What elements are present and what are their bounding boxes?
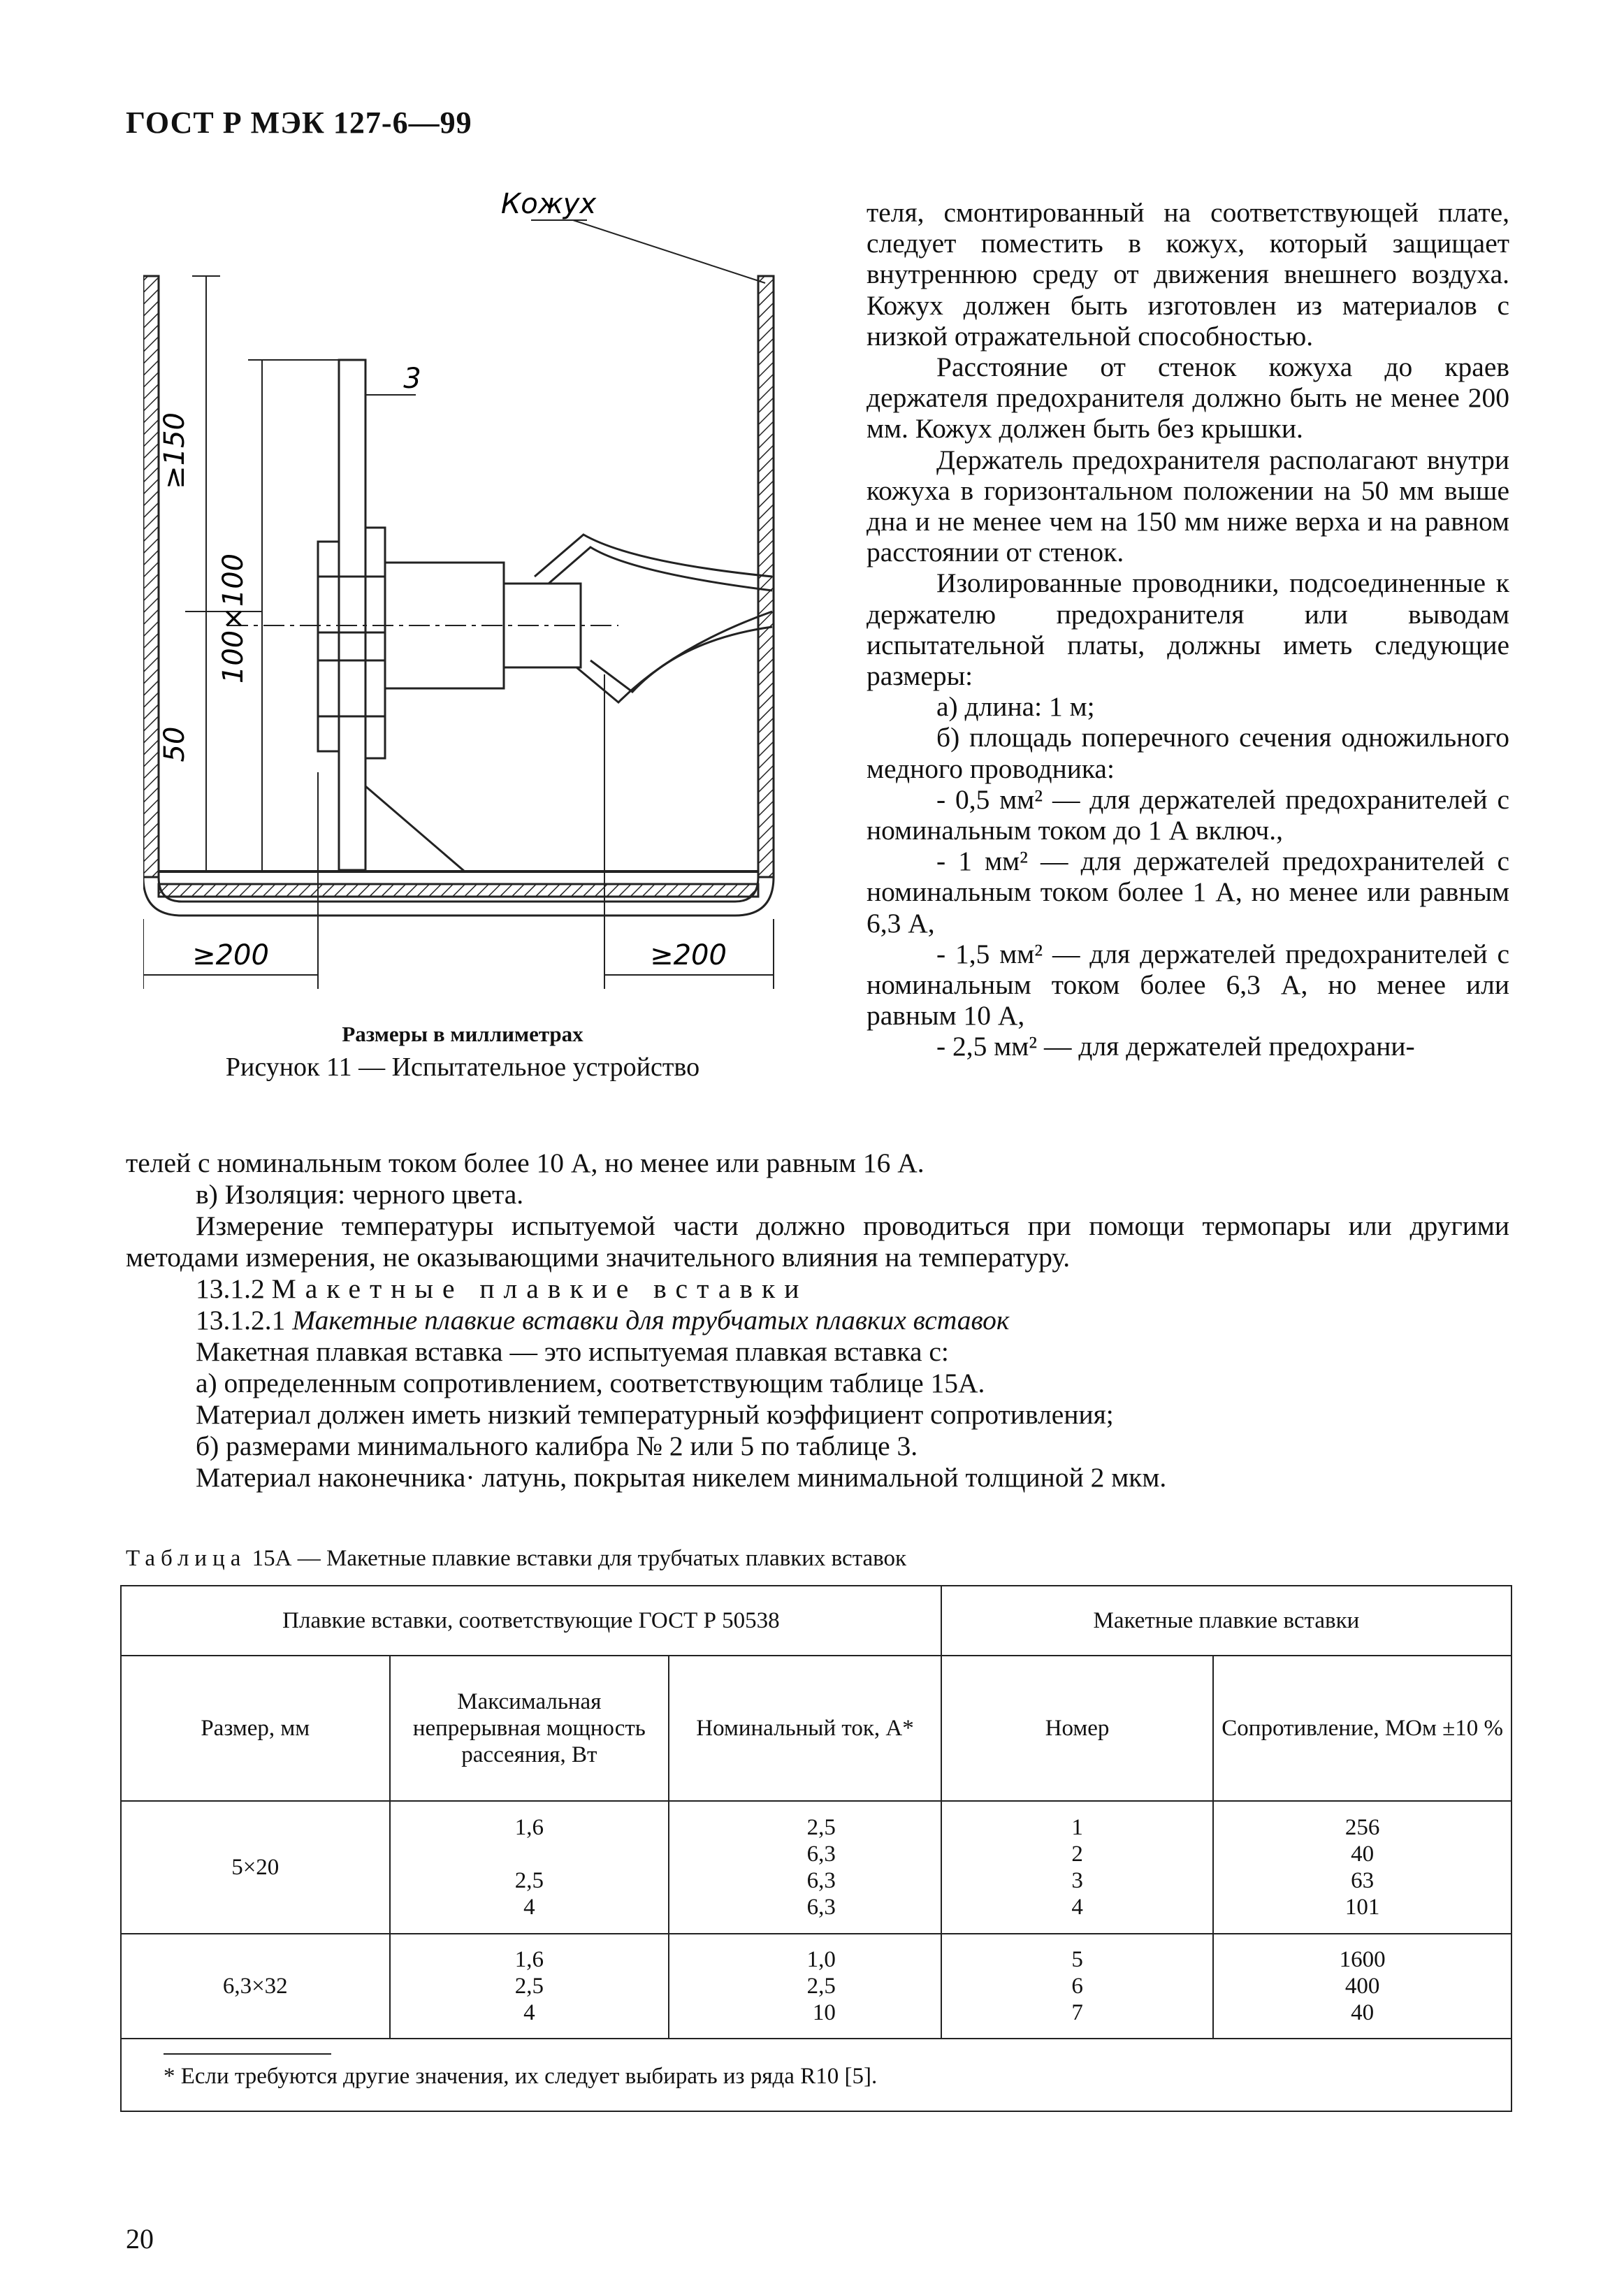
casing-left-wall <box>143 276 159 877</box>
table-group-header: Плавкие вставки, соответствующие ГОСТ Р 50538 <box>121 1586 941 1656</box>
col-paragraph: Изолированные проводники, подсоединенные к держателю предохранителя или выводам испытательной платы, должны иметь следующие размеры: <box>867 567 1509 692</box>
table-header: Сопротивление, МОм ±10 % <box>1213 1656 1511 1801</box>
table-footnote-text: * Если требуются другие значения, их следует выбирать из ряда R10 [5]. <box>164 2064 878 2089</box>
body-paragraph: б) размерами минимального калибра № 2 или 5 по таблице 3. <box>196 1431 918 1461</box>
subsection-title: Макетные плавкие вставки для трубчатых плавких вставок <box>292 1305 1010 1336</box>
table-caption <box>126 1546 906 1572</box>
test-device-figure <box>143 185 807 989</box>
table-cell: 1,6 2,5 4 <box>390 1934 669 2039</box>
section-number: 13.1.2 <box>196 1273 265 1304</box>
col-paragraph: - 2,5 мм² — для держателей предохрани- <box>936 1031 1415 1062</box>
table-caption-text: 15А — Макетные плавкие вставки для трубчатых плавких вставок <box>252 1546 907 1571</box>
mounting-plate <box>339 360 365 870</box>
col-paragraph: - 1 мм² — для держателей предохранителей с номинальным током более 1 А, но менее или равным 6,3 А, <box>867 846 1509 939</box>
body-paragraph: Измерение температуры испытуемой части должно проводиться при помощи термопары или другими методами измерения, не оказывающими значительного влияния на температуру. <box>126 1210 1509 1273</box>
table-cell: 5×20 <box>121 1801 390 1934</box>
col-paragraph: - 1,5 мм² — для держателей предохранителей с номинальным током более 6,3 А, но менее или равным 10 А, <box>867 938 1509 1032</box>
body-paragraph: телей с номинальным током более 10 А, но менее или равным 16 А. <box>126 1148 925 1178</box>
table-cell: 2,5 6,3 6,3 6,3 <box>669 1801 941 1934</box>
dim-3: 3 <box>403 363 421 395</box>
subsection-number: 13.1.2.1 <box>196 1305 286 1336</box>
section-title: Макетные плавкие вставки <box>271 1273 809 1304</box>
table-cell: 1 2 3 4 <box>941 1801 1213 1934</box>
table-cell: 1,6 2,5 4 <box>390 1801 669 1934</box>
table-group-header: Макетные плавкие вставки <box>941 1586 1511 1656</box>
body-paragraph: Материал наконечника· латунь, покрытая никелем минимальной толщиной 2 мкм. <box>196 1462 1167 1493</box>
table-cell: 256 40 63 101 <box>1213 1801 1511 1934</box>
dim-150: ≥150 <box>159 412 191 489</box>
section-heading <box>126 1273 1509 1305</box>
table-caption-word: Таблица <box>126 1546 247 1571</box>
page-number: 20 <box>126 2223 154 2255</box>
col-paragraph: Держатель предохранителя располагают внутри кожуха в горизонтальном положении на 50 мм выше дна и не менее чем на 150 мм ниже верха и на равном расстоянии от стенок. <box>867 444 1509 568</box>
dim-200-right: ≥200 <box>650 939 727 971</box>
col-paragraph: а) длина: 1 м; <box>936 691 1095 723</box>
table-header: Номинальный ток, А* <box>669 1656 941 1801</box>
document-header: ГОСТ Р МЭК 127-6—99 <box>126 106 472 140</box>
dim-200-left: ≥200 <box>192 939 269 971</box>
body-paragraph: в) Изоляция: черного цвета. <box>196 1179 524 1210</box>
body-paragraph: Макетная плавкая вставка — это испытуемая плавкая вставка с: <box>196 1336 949 1367</box>
col-paragraph: - 0,5 мм² — для держателей предохранителей с номинальным током до 1 А включ., <box>867 783 1509 846</box>
table-footnote <box>121 2039 1511 2111</box>
dim-50: 50 <box>159 726 191 762</box>
subsection-heading <box>126 1305 1509 1336</box>
table-header: Максимальная непрерывная мощность рассеяния, Вт <box>390 1656 669 1801</box>
table-header: Размер, мм <box>121 1656 390 1801</box>
col-paragraph: теля, смонтированный на соответствующей плате, следует поместить в кожух, который защищает внутреннюю среду от движения внешнего воздуха. Кожух должен быть изготовлен из материалов с низкой отражательной способностью. <box>867 197 1509 352</box>
table-cell: 5 6 7 <box>941 1934 1213 2039</box>
dim-100x100: 100×100 <box>217 553 249 684</box>
table-cell: 1600 400 40 <box>1213 1934 1511 2039</box>
body-paragraph: Материал должен иметь низкий температурный коэффициент сопротивления; <box>196 1399 1114 1430</box>
body-text <box>126 1148 1509 1493</box>
table-row <box>121 1934 1511 2039</box>
body-paragraph: а) определенным сопротивлением, соответствующим таблице 15А. <box>196 1368 985 1398</box>
right-column-text <box>867 197 1509 1062</box>
table-header: Номер <box>941 1656 1213 1801</box>
figure-units-note: Размеры в миллиметрах <box>342 1022 583 1046</box>
table-cell: 1,0 2,5 10 <box>669 1934 941 2039</box>
casing-label: Кожух <box>500 188 597 220</box>
figure-caption: Рисунок 11 — Испытательное устройство <box>225 1052 700 1082</box>
table-row <box>121 1801 1511 1934</box>
table-cell: 6,3×32 <box>121 1934 390 2039</box>
table-15a <box>120 1585 1512 2112</box>
col-paragraph: б) площадь поперечного сечения одножильного медного проводника: <box>867 722 1509 784</box>
col-paragraph: Расстояние от стенок кожуха до краев держателя предохранителя должно быть не менее 200 мм. Кожух должен быть без крышки. <box>867 352 1509 444</box>
test-board <box>159 884 758 897</box>
